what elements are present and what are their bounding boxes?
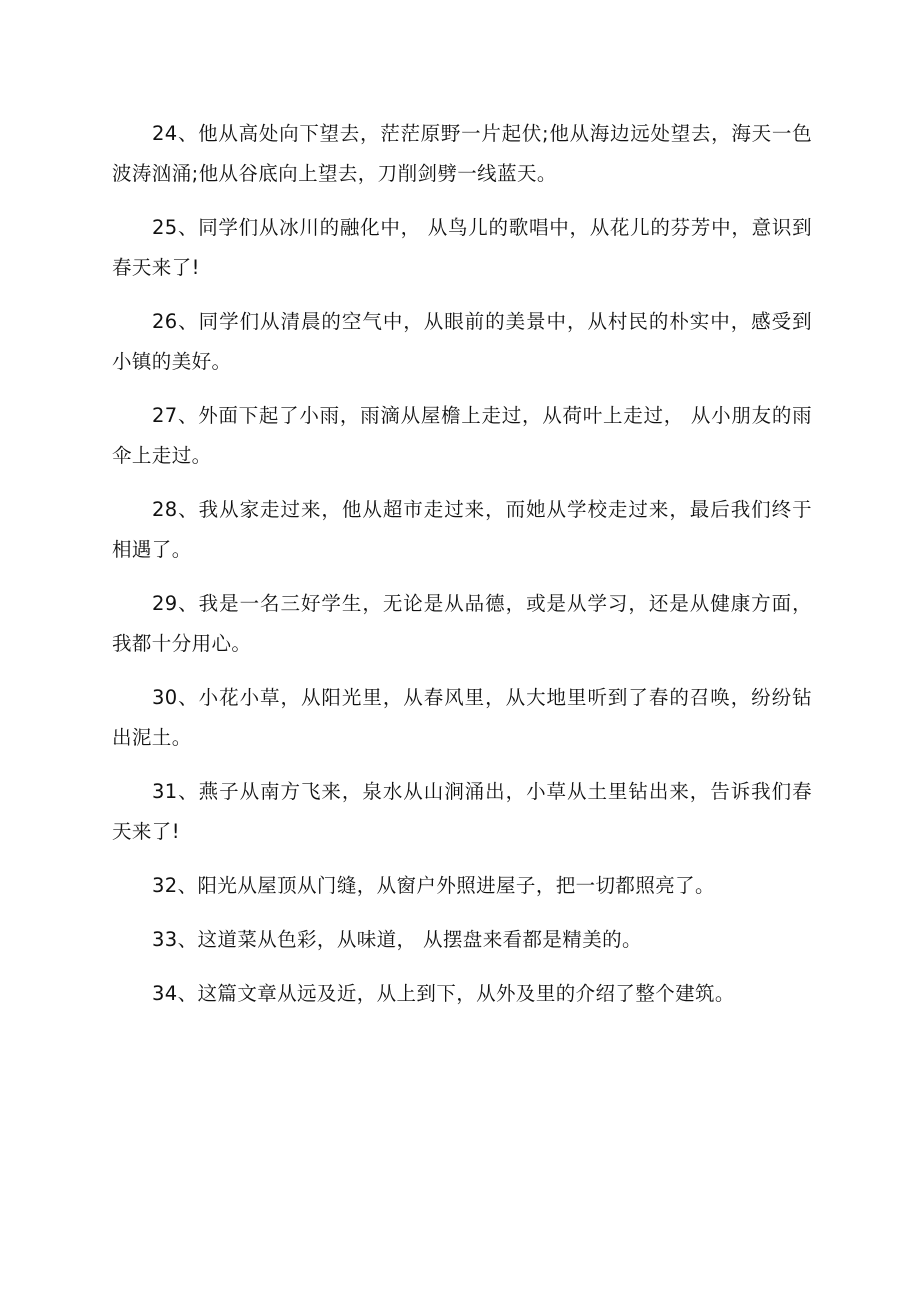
paragraph-30: 30、小花小草，从阳光里，从春风里，从大地里听到了春的召唤，纷纷钻出泥土。 [112,686,812,749]
paragraph-31: 31、燕子从南方飞来，泉水从山涧涌出，小草从土里钻出来，告诉我们春天来了! [112,780,812,843]
paragraph-26: 26、同学们从清晨的空气中，从眼前的美景中，从村民的朴实中，感受到小镇的美好。 [112,310,812,373]
paragraph-33: 33、这道菜从色彩，从味道， 从摆盘来看都是精美的。 [152,928,642,951]
paragraph-27: 27、外面下起了小雨，雨滴从屋檐上走过，从荷叶上走过， 从小朋友的雨伞上走过。 [112,404,812,467]
paragraph-32: 32、阳光从屋顶从门缝，从窗户外照进屋子，把一切都照亮了。 [152,874,715,897]
paragraph-34: 34、这篇文章从远及近，从上到下，从外及里的介绍了整个建筑。 [152,982,735,1005]
paragraph-29: 29、我是一名三好学生，无论是从品德，或是从学习，还是从健康方面，我都十分用心。 [112,592,812,655]
paragraph-28: 28、我从家走过来，他从超市走过来，而她从学校走过来，最后我们终于相遇了。 [112,498,812,561]
paragraph-25: 25、同学们从冰川的融化中， 从鸟儿的歌唱中，从花儿的芬芳中，意识到春天来了! [112,216,812,279]
document-body [112,114,812,1028]
paragraph-24: 24、他从高处向下望去，茫茫原野一片起伏;他从海边远处望去，海天一色波涛汹涌;他从谷底向上望去，刀削剑劈一线蓝天。 [112,122,812,185]
